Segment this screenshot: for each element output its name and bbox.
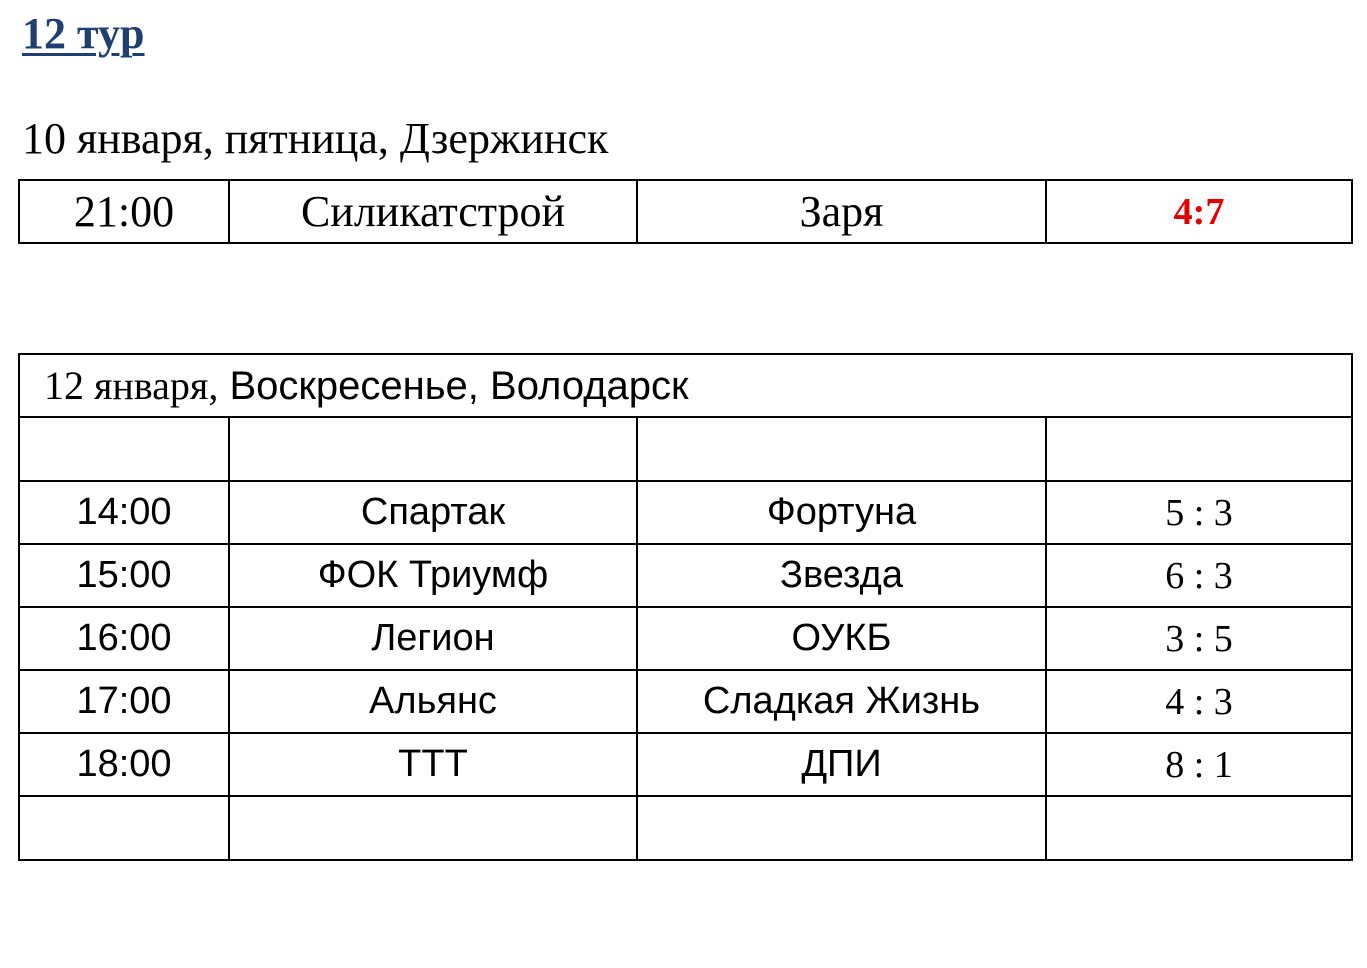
- away-team: ОУКБ: [637, 607, 1046, 670]
- match-row: [19, 670, 1352, 733]
- away-team: ДПИ: [637, 733, 1046, 796]
- match-row: [19, 607, 1352, 670]
- empty-cell: [229, 417, 637, 481]
- match-row: [19, 180, 1352, 243]
- match-score: 4:7: [1046, 180, 1352, 243]
- match-score: 5 : 3: [1046, 481, 1352, 544]
- home-team: Легион: [229, 607, 637, 670]
- match-time: 15:00: [19, 544, 229, 607]
- match-score: 6 : 3: [1046, 544, 1352, 607]
- day2-schedule-table: [18, 353, 1353, 861]
- match-time: 16:00: [19, 607, 229, 670]
- away-team: Заря: [637, 180, 1046, 243]
- home-team: ФОК Триумф: [229, 544, 637, 607]
- home-team: Альянс: [229, 670, 637, 733]
- match-score: 3 : 5: [1046, 607, 1352, 670]
- match-time: 21:00: [19, 180, 229, 243]
- match-row: [19, 481, 1352, 544]
- match-row: [19, 733, 1352, 796]
- empty-row: [19, 417, 1352, 481]
- round-title: 12 тур: [22, 9, 145, 58]
- day1-schedule-table: [18, 179, 1353, 244]
- match-time: 17:00: [19, 670, 229, 733]
- empty-row: [19, 796, 1352, 860]
- day2-heading-date: 12 января,: [44, 363, 219, 408]
- day2-heading-place: Воскресенье, Володарск: [218, 364, 689, 408]
- day2-heading-row: [19, 354, 1352, 417]
- empty-cell: [1046, 417, 1352, 481]
- home-team: ТТТ: [229, 733, 637, 796]
- match-time: 18:00: [19, 733, 229, 796]
- empty-cell: [637, 796, 1046, 860]
- empty-cell: [637, 417, 1046, 481]
- day1-heading: 10 января, пятница, Дзержинск: [22, 114, 609, 163]
- home-team: Спартак: [229, 481, 637, 544]
- match-score: 4 : 3: [1046, 670, 1352, 733]
- home-team: Силикатстрой: [229, 180, 637, 243]
- day2-heading: [19, 354, 1352, 417]
- away-team: Звезда: [637, 544, 1046, 607]
- match-row: [19, 544, 1352, 607]
- empty-cell: [19, 796, 229, 860]
- away-team: Фортуна: [637, 481, 1046, 544]
- match-score: 8 : 1: [1046, 733, 1352, 796]
- match-time: 14:00: [19, 481, 229, 544]
- empty-cell: [19, 417, 229, 481]
- empty-cell: [229, 796, 637, 860]
- empty-cell: [1046, 796, 1352, 860]
- away-team: Сладкая Жизнь: [637, 670, 1046, 733]
